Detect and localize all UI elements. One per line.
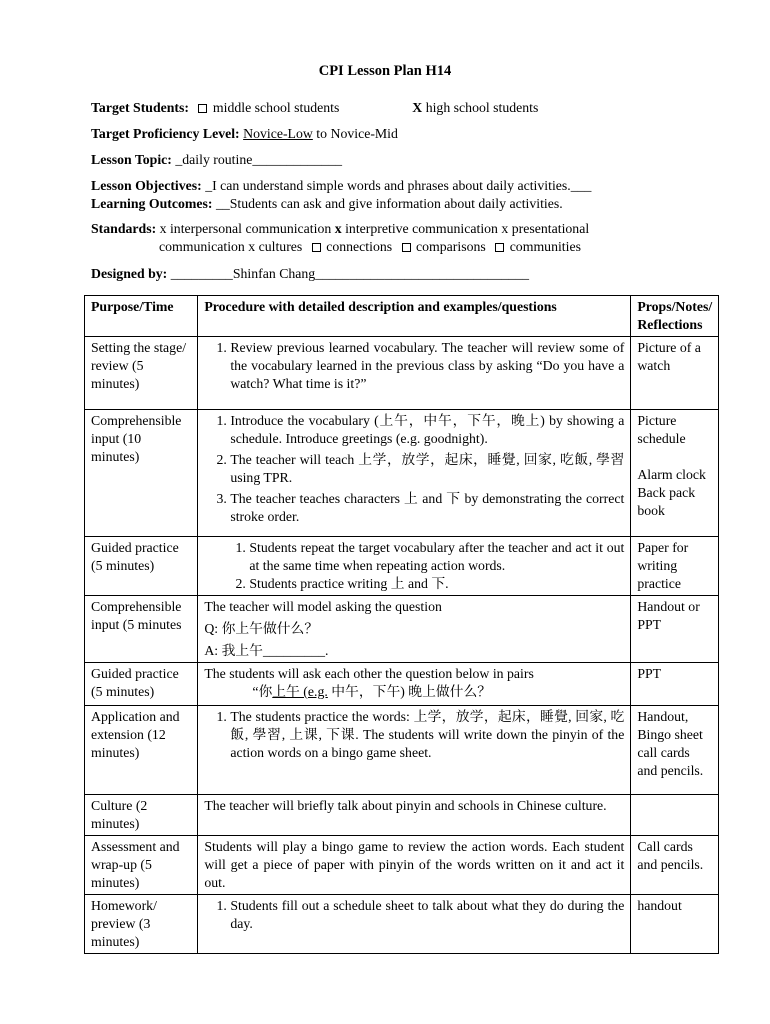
procedure-text: The students will ask each other the question below in pairs bbox=[204, 666, 534, 681]
row-procedure bbox=[198, 337, 631, 410]
row-procedure bbox=[198, 596, 631, 663]
designed-by-value: _________Shinfan Chang_______________________________ bbox=[170, 266, 530, 281]
standard-interpretive: interpretive communication bbox=[345, 221, 498, 236]
row-props bbox=[631, 795, 719, 836]
row-props: PPT bbox=[631, 663, 719, 706]
row-procedure bbox=[198, 706, 631, 795]
checkbox-icon bbox=[198, 104, 207, 113]
pair-question-start: “你 bbox=[252, 684, 273, 699]
checkbox-icon bbox=[495, 243, 504, 252]
table-row bbox=[85, 706, 719, 795]
topic-label: Lesson Topic: bbox=[91, 152, 172, 167]
objectives-value: _I can understand simple words and phrases about daily activities.___ bbox=[205, 178, 592, 193]
objectives-label: Lesson Objectives: bbox=[91, 178, 202, 193]
high-school-mark: X bbox=[412, 100, 423, 115]
pair-question-end: 中午，下午) 晚上做什么？ bbox=[327, 684, 492, 699]
row-procedure: Students will play a bingo game to review the action words. Each student will get a piece of paper with pinyin of the words written on it and act it out. bbox=[198, 836, 631, 895]
table-row bbox=[85, 410, 719, 537]
row-purpose: Homework/ preview (3 minutes) bbox=[85, 895, 198, 954]
designed-by-label: Designed by: bbox=[91, 266, 168, 281]
outcomes-value: __Students can ask and give information about daily activities. bbox=[215, 196, 563, 211]
procedure-step: 2. The teacher will teach 上学，放学，起床，睡覺, 回家, 吃飯, 學習 using TPR. bbox=[230, 451, 624, 487]
procedure-step: 1. Students fill out a schedule sheet to talk about what they do during the day. bbox=[230, 897, 624, 933]
page-title: CPI Lesson Plan H14 bbox=[318, 63, 452, 79]
procedure-step: 1. The students practice the words: 上学，放学，起床，睡覺, 回家, 吃飯, 學習, 上课, 下课. The students will write down the pinyin of the action words on a bingo game sheet. bbox=[230, 708, 624, 762]
checkbox-icon bbox=[312, 243, 321, 252]
row-procedure bbox=[198, 410, 631, 537]
row-props: Call cards and pencils. bbox=[631, 836, 719, 895]
standard-interpersonal: x interpersonal communication bbox=[159, 221, 332, 236]
procedure-step: 1. Students repeat the target vocabulary after the teacher and act it out at the same time when repeating action words. bbox=[249, 539, 624, 575]
header-purpose: Purpose/Time bbox=[85, 296, 198, 337]
outcomes-label: Learning Outcomes: bbox=[91, 196, 213, 211]
proficiency-label: Target Proficiency Level: bbox=[91, 126, 240, 141]
props-line: Alarm clock Back pack book bbox=[637, 467, 706, 518]
row-props: Handout or PPT bbox=[631, 596, 719, 663]
standards-line-1 bbox=[91, 220, 589, 238]
procedure-step: 2. Students practice writing 上 and 下. bbox=[249, 575, 624, 593]
table-row bbox=[85, 663, 719, 706]
table-row bbox=[85, 895, 719, 954]
outcomes-line bbox=[91, 195, 563, 213]
topic-line bbox=[91, 151, 342, 169]
topic-value: _daily routine_____________ bbox=[175, 152, 343, 167]
table-header-row bbox=[85, 296, 719, 337]
row-procedure bbox=[198, 537, 631, 596]
standard-presentational: x presentational bbox=[501, 221, 590, 236]
target-students-label: Target Students: bbox=[91, 100, 189, 115]
procedure-step: 1. Introduce the vocabulary (上午，中午，下午，晚上) by showing a schedule. Introduce greetings (e.g. goodnight). bbox=[230, 412, 624, 448]
props-line: Picture schedule bbox=[637, 413, 686, 446]
option-high-school: high school students bbox=[425, 100, 539, 115]
procedure-step: 1. Review previous learned vocabulary. The teacher will review some of the vocabulary learned in the previous class by asking “Do you have a watch? What time is it?” bbox=[230, 339, 624, 393]
designed-by-line bbox=[91, 265, 529, 283]
row-props bbox=[631, 410, 719, 537]
proficiency-from: Novice-Low bbox=[243, 126, 313, 141]
standard-connections: connections bbox=[326, 239, 393, 254]
row-purpose: Comprehensible input (10 minutes) bbox=[85, 410, 198, 537]
row-purpose: Culture (2 minutes) bbox=[85, 795, 198, 836]
standards-line-2 bbox=[159, 238, 581, 256]
header-procedure: Procedure with detailed description and examples/questions bbox=[198, 296, 631, 337]
target-students-line bbox=[91, 99, 538, 117]
row-purpose: Assessment and wrap-up (5 minutes) bbox=[85, 836, 198, 895]
lesson-table bbox=[84, 295, 719, 954]
row-props: Handout, Bingo sheet call cards and pencils. bbox=[631, 706, 719, 795]
procedure-step: 3. The teacher teaches characters 上 and 下 by demonstrating the correct stroke order. bbox=[230, 490, 624, 526]
row-purpose: Guided practice (5 minutes) bbox=[85, 663, 198, 706]
checkbox-icon bbox=[402, 243, 411, 252]
question-text: Q: 你上午做什么？ bbox=[204, 621, 319, 636]
row-procedure bbox=[198, 895, 631, 954]
procedure-text: The teacher will model asking the question bbox=[204, 599, 442, 614]
proficiency-to: to Novice-Mid bbox=[316, 126, 398, 141]
pair-question-underlined: 上午 (e.g. bbox=[272, 684, 328, 699]
standards-label: Standards: bbox=[91, 221, 157, 236]
option-middle-school: middle school students bbox=[212, 100, 340, 115]
header-props: Props/Notes/ Reflections bbox=[631, 296, 719, 337]
row-procedure bbox=[198, 663, 631, 706]
standard-interpretive-mark: x bbox=[334, 221, 342, 236]
table-row bbox=[85, 537, 719, 596]
answer-text: A: 我上午_________. bbox=[204, 643, 329, 658]
row-props: handout bbox=[631, 895, 719, 954]
row-purpose: Comprehensible input (5 minutes bbox=[85, 596, 198, 663]
pair-question bbox=[204, 683, 624, 701]
standard-cultures: communication x cultures bbox=[159, 239, 303, 254]
table-row bbox=[85, 836, 719, 895]
row-purpose: Setting the stage/ review (5 minutes) bbox=[85, 337, 198, 410]
row-props: Picture of a watch bbox=[631, 337, 719, 410]
proficiency-line bbox=[91, 125, 398, 143]
table-row bbox=[85, 596, 719, 663]
table-row bbox=[85, 337, 719, 410]
objectives-line bbox=[91, 177, 591, 195]
row-props: Paper for writing practice bbox=[631, 537, 719, 596]
standard-communities: communities bbox=[509, 239, 581, 254]
standard-comparisons: comparisons bbox=[416, 239, 486, 254]
row-procedure: The teacher will briefly talk about pinyin and schools in Chinese culture. bbox=[198, 795, 631, 836]
row-purpose: Application and extension (12 minutes) bbox=[85, 706, 198, 795]
row-purpose: Guided practice (5 minutes) bbox=[85, 537, 198, 596]
table-row bbox=[85, 795, 719, 836]
